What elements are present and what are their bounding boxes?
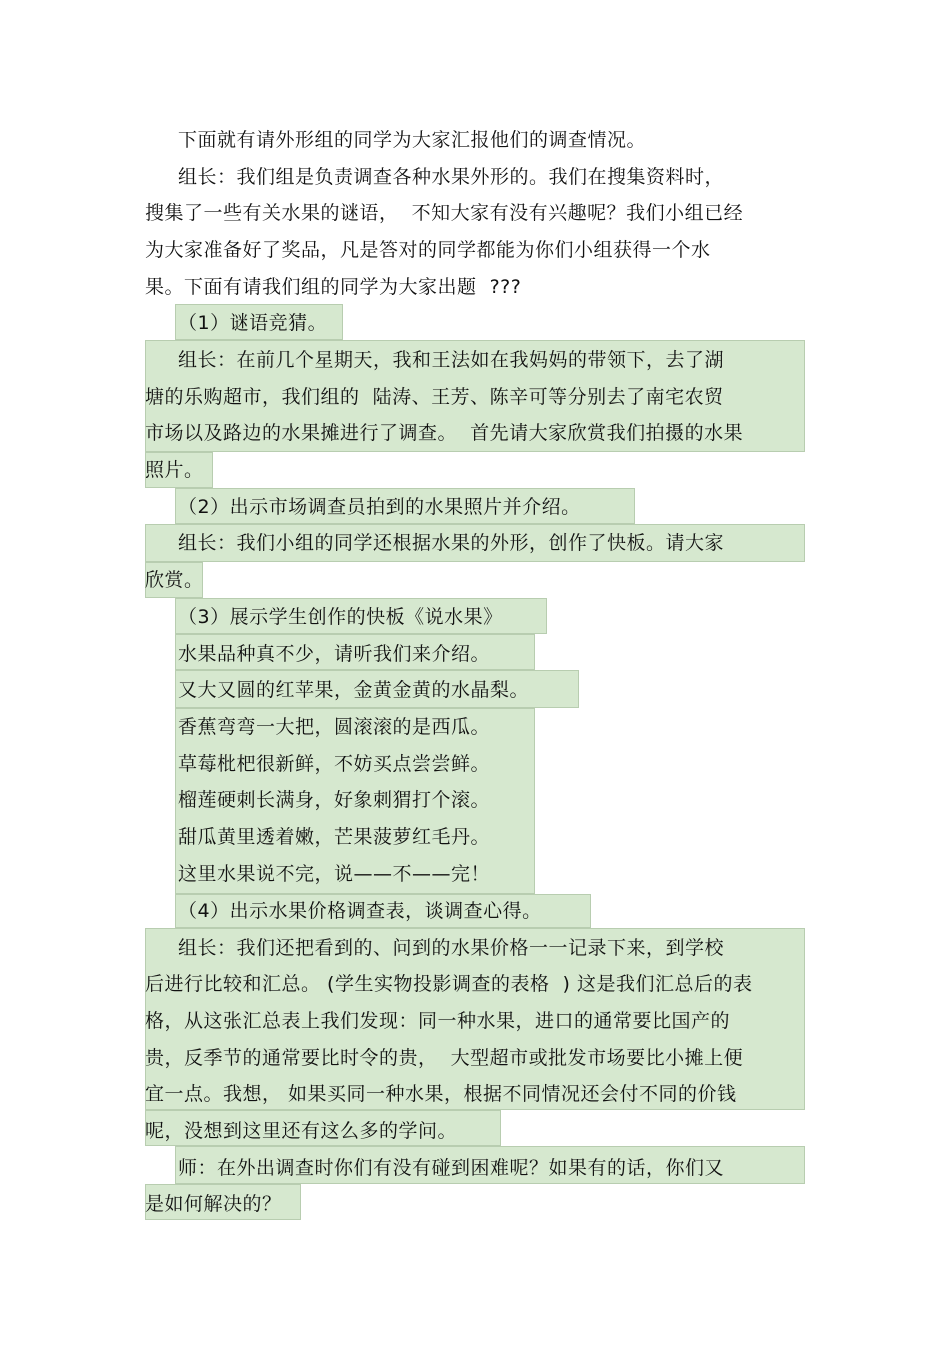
paragraph-line: 市场以及路边的水果摊进行了调查。 首先请大家欣赏我们拍摄的水果	[145, 422, 744, 444]
paragraph-line: 香蕉弯弯一大把，圆滚滚的是西瓜。	[178, 716, 491, 738]
paragraph-line: 草莓枇杷很新鲜，不妨买点尝尝鲜。	[178, 753, 491, 775]
paragraph-line: 组长：我们小组的同学还根据水果的外形，创作了快板。请大家	[178, 532, 725, 554]
paragraph-line: 组长：我们还把看到的、问到的水果价格一一记录下来，到学校	[178, 937, 725, 959]
paragraph-line: 甜瓜黄里透着嫩，芒果菠萝红毛丹。	[178, 826, 491, 848]
paragraph-line: （1）谜语竞猜。	[178, 312, 328, 334]
paragraph-line: 欣赏。	[145, 569, 204, 591]
paragraph-line: （2）出示市场调查员拍到的水果照片并介绍。	[178, 496, 581, 518]
paragraph-line: 宜一点。我想， 如果买同一种水果，根据不同情况还会付不同的价钱	[145, 1083, 737, 1105]
paragraph-line: 又大又圆的红苹果，金黄金黄的水晶梨。	[178, 679, 530, 701]
paragraph-line: 是如何解决的？	[145, 1193, 282, 1215]
paragraph-line: 水果品种真不少，请听我们来介绍。	[178, 643, 491, 665]
paragraph-line: 为大家准备好了奖品，凡是答对的同学都能为你们小组获得一个水	[145, 239, 711, 261]
paragraph-line: 照片。	[145, 459, 204, 481]
paragraph-line: 格，从这张汇总表上我们发现：同一种水果，进口的通常要比国产的	[145, 1010, 731, 1032]
paragraph-line: 果。下面有请我们组的同学为大家出题 ???	[145, 276, 522, 298]
paragraph-line: 下面就有请外形组的同学为大家汇报他们的调查情况。	[178, 129, 647, 151]
paragraph-line: 呢，没想到这里还有这么多的学问。	[145, 1120, 458, 1142]
paragraph-line: （3）展示学生创作的快板《说水果》	[178, 606, 503, 628]
paragraph-line: 榴莲硬刺长满身，好象刺猬打个滚。	[178, 789, 491, 811]
paragraph-line: 组长：我们组是负责调查各种水果外形的。我们在搜集资料时，	[178, 166, 725, 188]
paragraph-line: 这里水果说不完，说——不——完！	[178, 863, 491, 885]
paragraph-line: 后进行比较和汇总。 (学生实物投影调查的表格 ) 这是我们汇总后的表	[145, 973, 753, 995]
paragraph-line: （4）出示水果价格调查表，谈调查心得。	[178, 900, 542, 922]
paragraph-line: 塘的乐购超市，我们组的 陆涛、王芳、陈辛可等分别去了南宅农贸	[145, 386, 724, 408]
paragraph-line: 组长：在前几个星期天，我和王法如在我妈妈的带领下，去了湖	[178, 349, 725, 371]
paragraph-line: 师：在外出调查时你们有没有碰到困难呢？如果有的话，你们又	[178, 1157, 725, 1179]
paragraph-line: 贵，反季节的通常要比时令的贵， 大型超市或批发市场要比小摊上便	[145, 1047, 744, 1069]
paragraph-line: 搜集了一些有关水果的谜语， 不知大家有没有兴趣呢？我们小组已经	[145, 202, 744, 224]
